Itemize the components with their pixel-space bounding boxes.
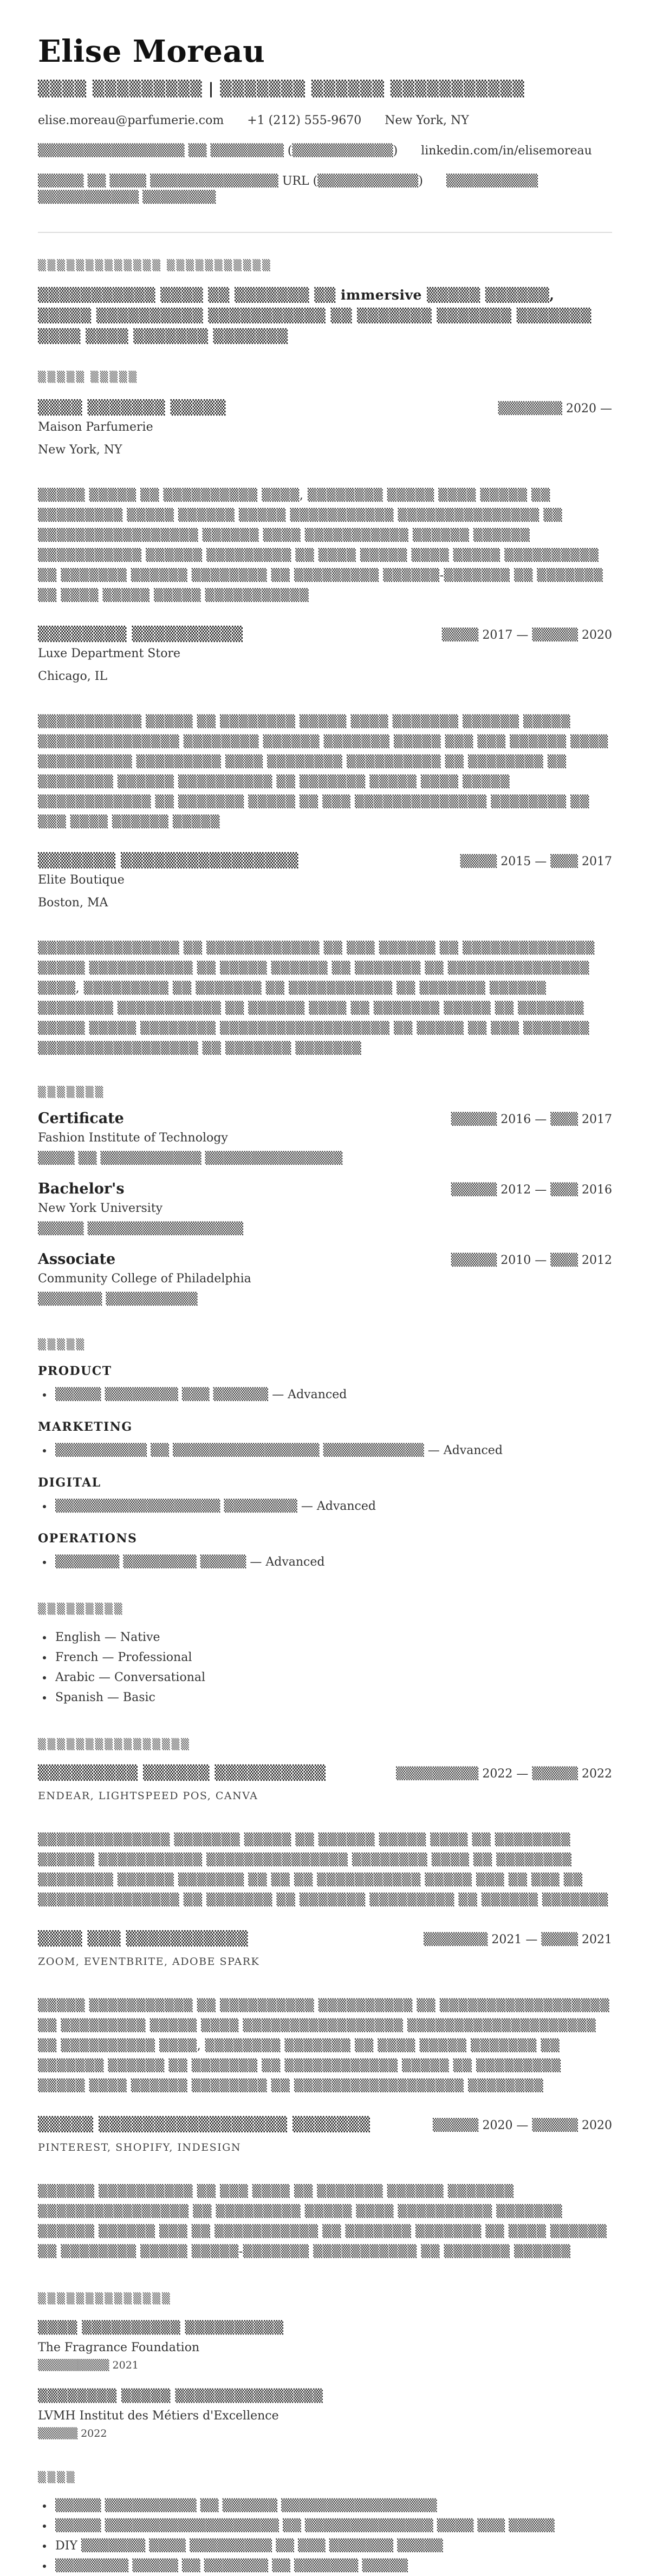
contact-item-redacted: ▒▒▒▒▒▒▒▒▒▒ — [446, 174, 538, 188]
project-description: ▒▒▒▒▒ ▒▒▒▒▒▒▒▒▒▒▒ ▒▒ ▒▒▒▒▒▒▒▒▒▒ ▒▒▒▒▒▒▒▒▒▒ ▒▒ ▒▒▒▒▒▒▒▒▒▒▒▒▒▒▒▒▒▒ ▒▒ ▒▒▒▒▒▒▒▒▒ ▒▒▒▒▒ ▒▒▒▒ ▒▒▒▒▒▒▒▒▒▒▒▒▒▒▒▒▒ ▒▒▒▒▒▒▒▒▒▒▒▒▒▒▒▒▒▒▒▒ ▒▒ ▒▒▒▒▒▒▒▒▒▒ ▒▒▒▒, ▒▒▒▒▒▒▒▒ ▒▒▒▒▒▒▒ ▒▒ ▒▒▒▒ ▒▒▒▒▒ ▒▒▒▒▒▒▒ ▒▒ ▒▒▒▒▒▒▒ ▒▒▒▒▒▒ ▒▒ ▒▒▒▒▒▒▒ ▒▒ ▒▒▒▒▒▒▒▒▒▒▒▒ ▒▒▒▒▒ ▒▒ ▒▒▒▒▒▒▒▒▒ ▒▒▒▒▒ ▒▒▒▒ ▒▒▒▒▒▒ ▒▒▒▒▒▒▒▒ ▒▒ ▒▒▒▒▒▒▒▒▒▒▒▒▒▒▒▒▒▒ ▒▒▒▒▒▒▒▒ — [38, 1999, 610, 2093]
job-dates: ▒▒▒▒▒▒▒ 2020 — — [498, 402, 612, 416]
interest-item: • ▒▒▒▒▒ ▒▒▒▒▒▒▒▒▒▒▒▒▒▒▒▒▒▒▒ ▒▒ ▒▒▒▒▒▒▒▒▒▒▒▒▒▒ ▒▒▒▒ ▒▒▒ ▒▒▒▒▒ — [53, 2516, 612, 2536]
skill-item: • ▒▒▒▒▒▒▒▒▒▒▒▒▒▒▒▒▒▒ ▒▒▒▒▒▒▒▒ — Advanced — [53, 1496, 612, 1516]
linkedin-link[interactable]: linkedin.com/in/elisemoreau — [421, 144, 592, 158]
contact-item-redacted: ▒▒▒▒▒▒▒▒▒▒▒▒▒▒▒▒ ▒▒ ▒▒▒▒▒▒▒▒ (▒▒▒▒▒▒▒▒▒▒▒) — [38, 144, 398, 158]
certification-date: ▒▒▒▒▒ 2022 — [38, 2428, 107, 2439]
project-entry — [38, 1930, 612, 2096]
degree-name: Associate — [38, 1251, 116, 1268]
skill-category: OPERATIONS — [38, 1532, 138, 1546]
language-item: • English — Native — [53, 1627, 612, 1647]
project-tech-stack: ENDEAR, LIGHTSPEED POS, CANVA — [38, 1790, 258, 1802]
project-tech-stack: ZOOM, EVENTBRITE, ADOBE SPARK — [38, 1956, 260, 1968]
contact-row-tertiary — [38, 173, 612, 206]
degree-name: Certificate — [38, 1110, 124, 1127]
skill-item: • ▒▒▒▒▒ ▒▒▒▒▒▒▒▒ ▒▒▒ ▒▒▒▒▒▒ — Advanced — [53, 1385, 612, 1405]
certifications-section-label: ▒▒▒▒▒▒▒▒▒▒▒▒▒▒ — [38, 2293, 172, 2305]
interest-item: • DIY ▒▒▒▒▒▒▒ ▒▒▒▒ ▒▒▒▒▒▒▒▒▒ ▒▒ ▒▒▒ ▒▒▒▒▒▒▒ ▒▒▒▒▒ — [53, 2536, 612, 2556]
job-description: ▒▒▒▒▒▒▒▒▒▒▒▒▒▒▒ ▒▒ ▒▒▒▒▒▒▒▒▒▒▒▒ ▒▒ ▒▒▒ ▒▒▒▒▒▒ ▒▒ ▒▒▒▒▒▒▒▒▒▒▒▒▒▒ ▒▒▒▒▒ ▒▒▒▒▒▒▒▒▒▒▒ ▒▒ ▒▒▒▒▒ ▒▒▒▒▒▒ ▒▒ ▒▒▒▒▒▒▒ ▒▒ ▒▒▒▒▒▒▒▒▒▒▒▒▒▒▒ ▒▒▒▒, ▒▒▒▒▒▒▒▒▒ ▒▒ ▒▒▒▒▒▒▒ ▒▒ ▒▒▒▒▒▒▒▒▒▒▒ ▒▒ ▒▒▒▒▒▒▒ ▒▒▒▒▒▒ ▒▒▒▒▒▒▒▒ ▒▒▒▒▒▒▒▒▒▒▒ ▒▒ ▒▒▒▒▒▒ ▒▒▒▒ ▒▒ ▒▒▒▒▒▒▒ ▒▒▒▒▒ ▒▒ ▒▒▒▒▒▒▒ ▒▒▒▒▒ ▒▒▒▒▒ ▒▒▒▒▒▒▒▒ ▒▒▒▒▒▒▒▒▒▒▒▒▒▒▒▒▒▒ ▒▒ ▒▒▒▒▒ ▒▒ ▒▒▒ ▒▒▒▒▒▒▒ ▒▒▒▒▒▒▒▒▒▒▒▒▒▒▒▒▒ ▒▒ ▒▒▒▒▒▒▒ ▒▒▒▒▒▒▒ — [38, 942, 595, 1055]
project-dates: ▒▒▒▒▒▒▒▒▒ 2022 — ▒▒▒▒▒ 2022 — [396, 1767, 612, 1781]
interest-item: • ▒▒▒▒▒ ▒▒▒▒▒▒▒▒▒▒ ▒▒ ▒▒▒▒▒▒ ▒▒▒▒▒▒▒▒▒▒▒▒▒▒▒▒▒ — [53, 2496, 612, 2516]
phone-number[interactable]: +1 (212) 555-9670 — [247, 114, 362, 127]
degree-name: Bachelor's — [38, 1180, 125, 1197]
skill-item: • ▒▒▒▒▒▒▒▒▒▒ ▒▒ ▒▒▒▒▒▒▒▒▒▒▒▒▒▒▒▒ ▒▒▒▒▒▒▒▒▒▒▒ — Advanced — [53, 1441, 612, 1461]
certification-title: ▒▒▒▒▒▒▒▒ ▒▒▒▒▒ ▒▒▒▒▒▒▒▒▒▒▒▒▒▒▒ — [38, 2389, 323, 2403]
education-entry — [38, 1180, 612, 1237]
project-dates: ▒▒▒▒▒ 2020 — ▒▒▒▒▒ 2020 — [432, 2119, 612, 2132]
company-name: Elite Boutique — [38, 873, 125, 887]
projects-section-label: ▒▒▒▒▒▒▒▒▒▒▒▒▒▒▒▒ — [38, 1738, 191, 1750]
skill-category: DIGITAL — [38, 1476, 101, 1490]
location: New York, NY — [385, 114, 469, 127]
contact-row-secondary — [38, 143, 612, 159]
certification-date: ▒▒▒▒▒▒▒▒▒ 2021 — [38, 2359, 139, 2371]
project-title: ▒▒▒▒ ▒▒▒ ▒▒▒▒▒▒▒▒▒▒▒ — [38, 1931, 249, 1947]
experience-section-label: ▒▒▒▒▒ ▒▒▒▒▒ — [38, 371, 139, 383]
skill-list — [38, 1441, 612, 1461]
field-of-study: ▒▒▒▒▒ ▒▒▒▒▒▒▒▒▒▒▒▒▒▒▒▒▒ — [38, 1222, 244, 1236]
language-item: • Arabic — Conversational — [53, 1667, 612, 1688]
interests-section-label: ▒▒▒▒ — [38, 2471, 76, 2483]
project-description: ▒▒▒▒▒▒▒▒▒▒▒▒▒▒ ▒▒▒▒▒▒▒ ▒▒▒▒▒ ▒▒ ▒▒▒▒▒▒ ▒▒▒▒▒ ▒▒▒▒ ▒▒ ▒▒▒▒▒▒▒▒ ▒▒▒▒▒▒ ▒▒▒▒▒▒▒▒▒▒▒ ▒▒▒▒▒▒▒▒▒▒▒▒▒▒▒ ▒▒▒▒▒▒▒▒ ▒▒▒▒ ▒▒ ▒▒▒▒▒▒▒▒ ▒▒▒▒▒▒▒▒ ▒▒▒▒▒▒ ▒▒▒▒▒▒▒ ▒▒ ▒▒ ▒▒ ▒▒▒▒▒▒▒▒▒▒▒ ▒▒▒▒▒ ▒▒▒ ▒▒ ▒▒▒ ▒▒ ▒▒▒▒▒▒▒▒▒▒▒▒▒▒▒ ▒▒ ▒▒▒▒▒▒▒ ▒▒ ▒▒▒▒▒▒▒ ▒▒▒▒▒▒▒▒▒ ▒▒ ▒▒▒▒▒▒ ▒▒▒▒▒▒▒ — [38, 1833, 608, 1907]
interest-item: • ▒▒▒▒▒▒▒▒ ▒▒▒▒▒ ▒▒ ▒▒▒▒▒▒▒ ▒▒ ▒▒▒▒▒▒▒ ▒▒▒▒▒ — [53, 2556, 612, 2576]
project-title: ▒▒▒▒▒▒▒▒▒ ▒▒▒▒▒▒ ▒▒▒▒▒▒▒▒▒▒ — [38, 1765, 326, 1781]
company-name: Luxe Department Store — [38, 647, 180, 660]
skills-section-label: ▒▒▒▒▒ — [38, 1339, 86, 1351]
skill-list — [38, 1496, 612, 1516]
education-dates: ▒▒▒▒▒ 2016 — ▒▒▒ 2017 — [451, 1113, 612, 1126]
languages-section-label: ▒▒▒▒▒▒▒▒▒ — [38, 1603, 124, 1615]
job-description: ▒▒▒▒▒ ▒▒▒▒▒ ▒▒ ▒▒▒▒▒▒▒▒▒▒ ▒▒▒▒, ▒▒▒▒▒▒▒▒ ▒▒▒▒▒ ▒▒▒▒ ▒▒▒▒▒ ▒▒ ▒▒▒▒▒▒▒▒▒ ▒▒▒▒▒ ▒▒▒▒▒▒ ▒▒▒▒▒ ▒▒▒▒▒▒▒▒▒▒▒ ▒▒▒▒▒▒▒▒▒▒▒▒▒▒▒ ▒▒ ▒▒▒▒▒▒▒▒▒▒▒▒▒▒▒▒▒ ▒▒▒▒▒▒ ▒▒▒▒ ▒▒▒▒▒▒▒▒▒▒▒ ▒▒▒▒▒▒ ▒▒▒▒▒▒ ▒▒▒▒▒▒▒▒▒▒▒ ▒▒▒▒▒▒ ▒▒▒▒▒▒▒▒▒ ▒▒ ▒▒▒▒ ▒▒▒▒▒ ▒▒▒▒ ▒▒▒▒▒ ▒▒▒▒▒▒▒▒▒▒ ▒▒ ▒▒▒▒▒▒▒ ▒▒▒▒▒▒ ▒▒▒▒▒▒▒▒ ▒▒ ▒▒▒▒▒▒▒▒▒ ▒▒▒▒▒▒-▒▒▒▒▒▒▒ ▒▒ ▒▒▒▒▒▒▒ ▒▒ ▒▒▒▒ ▒▒▒▒▒ ▒▒▒▒▒ ▒▒▒▒▒▒▒▒▒▒▒ — [38, 489, 603, 602]
education-dates: ▒▒▒▒▒ 2010 — ▒▒▒ 2012 — [451, 1254, 612, 1267]
job-location: Boston, MA — [38, 896, 108, 910]
field-of-study: ▒▒▒▒▒▒▒ ▒▒▒▒▒▒▒▒▒▒ — [38, 1293, 198, 1306]
job-description: ▒▒▒▒▒▒▒▒▒▒▒ ▒▒▒▒▒ ▒▒ ▒▒▒▒▒▒▒▒ ▒▒▒▒▒ ▒▒▒▒ ▒▒▒▒▒▒▒ ▒▒▒▒▒▒ ▒▒▒▒▒ ▒▒▒▒▒▒▒▒▒▒▒▒▒▒▒ ▒▒▒▒▒▒▒▒ ▒▒▒▒▒▒ ▒▒▒▒▒▒▒ ▒▒▒▒▒ ▒▒▒ ▒▒▒ ▒▒▒▒▒▒ ▒▒▒▒ ▒▒▒▒▒▒▒▒▒▒ ▒▒▒▒▒▒▒▒▒ ▒▒▒▒ ▒▒▒▒▒▒▒▒ ▒▒▒▒▒▒▒▒▒▒ ▒▒ ▒▒▒▒▒▒▒▒ ▒▒ ▒▒▒▒▒▒▒▒ ▒▒▒▒▒▒ ▒▒▒▒▒▒▒▒▒▒ ▒▒ ▒▒▒▒▒▒▒ ▒▒▒▒▒ ▒▒▒▒ ▒▒▒▒▒ ▒▒▒▒▒▒▒▒▒▒▒▒ ▒▒ ▒▒▒▒▒▒▒ ▒▒▒▒▒ ▒▒ ▒▒▒ ▒▒▒▒▒▒▒▒▒▒▒▒▒▒ ▒▒▒▒▒▒▒▒ ▒▒ ▒▒▒ ▒▒▒▒ ▒▒▒▒▒▒ ▒▒▒▒▒ — [38, 715, 608, 829]
language-list — [38, 1627, 612, 1708]
job-title: ▒▒▒▒▒▒▒▒ ▒▒▒▒▒▒▒▒▒▒ — [38, 626, 243, 643]
contact-item-redacted: ▒▒▒▒▒▒▒▒▒▒▒ ▒▒▒▒▒▒▒▒ — [38, 191, 216, 204]
certification-issuer: LVMH Institut des Métiers d'Excellence — [38, 2409, 279, 2423]
experience-entry — [38, 399, 612, 606]
skill-category: PRODUCT — [38, 1364, 112, 1378]
certification-title: ▒▒▒▒ ▒▒▒▒▒▒▒▒▒▒ ▒▒▒▒▒▒▒▒▒▒ — [38, 2320, 284, 2335]
job-dates: ▒▒▒▒ 2015 — ▒▒▒ 2017 — [460, 855, 612, 868]
project-entry — [38, 2116, 612, 2262]
portfolio-url[interactable]: ▒▒▒▒▒ ▒▒ ▒▒▒▒ ▒▒▒▒▒▒▒▒▒▒▒▒▒▒ URL (▒▒▒▒▒▒▒▒▒▒▒) — [38, 174, 423, 188]
job-title: ▒▒▒▒▒▒▒ ▒▒▒▒▒▒▒▒▒▒▒▒▒▒▒▒ — [38, 853, 298, 869]
job-location: Chicago, IL — [38, 670, 108, 683]
education-dates: ▒▒▒▒▒ 2012 — ▒▒▒ 2016 — [451, 1183, 612, 1197]
skill-item: • ▒▒▒▒▒▒▒ ▒▒▒▒▒▒▒▒ ▒▒▒▒▒ — Advanced — [53, 1552, 612, 1572]
job-dates: ▒▒▒▒ 2017 — ▒▒▒▒▒ 2020 — [441, 628, 612, 642]
headline: ▒▒▒▒ ▒▒▒▒▒▒▒▒▒ | ▒▒▒▒▒▒▒ ▒▒▒▒▒▒ ▒▒▒▒▒▒▒▒▒▒▒ — [38, 80, 525, 98]
education-entry — [38, 1109, 612, 1167]
project-tech-stack: PINTEREST, SHOPIFY, INDESIGN — [38, 2142, 241, 2153]
email-link[interactable]: elise.moreau@parfumerie.com — [38, 114, 224, 127]
project-entry — [38, 1764, 612, 1910]
header-divider — [38, 232, 612, 233]
school-name: Fashion Institute of Technology — [38, 1131, 228, 1145]
experience-entry — [38, 852, 612, 1059]
project-dates: ▒▒▒▒▒▒▒ 2021 — ▒▒▒▒ 2021 — [423, 1933, 612, 1946]
interest-list — [38, 2496, 612, 2576]
project-description: ▒▒▒▒▒▒ ▒▒▒▒▒▒▒▒▒▒ ▒▒ ▒▒▒ ▒▒▒▒ ▒▒ ▒▒▒▒▒▒▒ ▒▒▒▒▒▒ ▒▒▒▒▒▒▒ ▒▒▒▒▒▒▒▒▒▒▒▒▒▒▒▒ ▒▒ ▒▒▒▒▒▒▒▒▒ ▒▒▒▒▒ ▒▒▒▒ ▒▒▒▒▒▒▒▒▒▒ ▒▒▒▒▒▒▒ ▒▒▒▒▒▒ ▒▒▒▒▒▒ ▒▒▒ ▒▒ ▒▒▒▒▒▒▒▒▒▒▒ ▒▒ ▒▒▒▒▒▒▒ ▒▒▒▒▒▒▒ ▒▒ ▒▒▒▒ ▒▒▒▒▒▒ ▒▒ ▒▒▒▒▒▒▒▒ ▒▒▒▒▒ ▒▒▒▒▒-▒▒▒▒▒▒▒ ▒▒▒▒▒▒▒▒▒▒▒ ▒▒ ▒▒▒▒▒▒▒ ▒▒▒▒▒▒ — [38, 2185, 607, 2259]
school-name: Community College of Philadelphia — [38, 1272, 251, 1286]
job-title: ▒▒▒▒ ▒▒▒▒▒▒▒ ▒▒▒▒▒ — [38, 400, 226, 416]
education-entry — [38, 1250, 612, 1308]
skill-list — [38, 1385, 612, 1405]
certification-entry — [38, 2319, 612, 2372]
education-section-label: ▒▒▒▒▒▒▒ — [38, 1086, 105, 1098]
certification-issuer: The Fragrance Foundation — [38, 2341, 200, 2354]
experience-entry — [38, 625, 612, 832]
project-title: ▒▒▒▒▒ ▒▒▒▒▒▒▒▒▒▒▒▒▒▒▒▒▒ ▒▒▒▒▒▒▒ — [38, 2117, 370, 2133]
skill-category: MARKETING — [38, 1420, 133, 1434]
company-name: Maison Parfumerie — [38, 420, 153, 434]
certification-entry — [38, 2387, 612, 2441]
job-location: New York, NY — [38, 443, 122, 457]
summary-text: ▒▒▒▒▒▒▒▒▒▒▒ ▒▒▒▒ ▒▒ ▒▒▒▒▒▒▒ ▒▒ immersive ▒▒▒▒▒ ▒▒▒▒▒▒, ▒▒▒▒▒ ▒▒▒▒▒▒▒▒▒▒ ▒▒▒▒▒▒▒▒▒▒▒ ▒▒ ▒▒▒▒▒▒▒ ▒▒▒▒▒▒▒ ▒▒▒▒▒▒▒ ▒▒▒▒ ▒▒▒▒ ▒▒▒▒▒▒▒ ▒▒▒▒▒▒▒ — [38, 287, 592, 344]
language-item: • Spanish — Basic — [53, 1688, 612, 1708]
skill-list — [38, 1552, 612, 1572]
school-name: New York University — [38, 1202, 163, 1215]
field-of-study: ▒▒▒▒ ▒▒ ▒▒▒▒▒▒▒▒▒▒▒ ▒▒▒▒▒▒▒▒▒▒▒▒▒▒▒ — [38, 1152, 343, 1165]
language-item: • French — Professional — [53, 1647, 612, 1667]
candidate-name: Elise Moreau — [38, 34, 265, 69]
summary-section-label: ▒▒▒▒▒▒▒▒▒▒▒▒▒ ▒▒▒▒▒▒▒▒▒▒▒ — [38, 259, 272, 271]
contact-row-primary — [38, 113, 612, 129]
